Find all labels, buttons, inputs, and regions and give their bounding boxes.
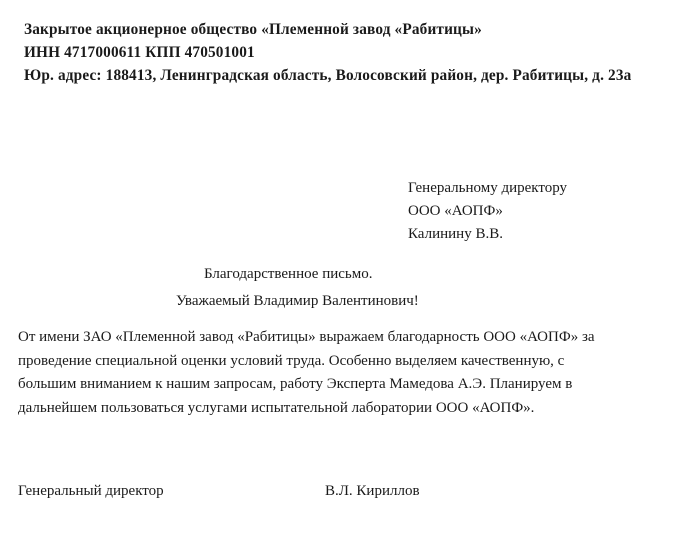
letterhead-legal-address: Юр. адрес: 188413, Ленинградская область, Волосовский район, дер. Рабитицы, д. 23а [24, 67, 632, 84]
addressee-block [408, 177, 567, 246]
addressee-organization: ООО «АОПФ» [408, 203, 503, 219]
letter-title: Благодарственное письмо. [204, 266, 373, 282]
body-line-4: дальнейшем пользоваться услугами испытательной лаборатории ООО «АОПФ». [18, 399, 535, 416]
addressee-position: Генеральному директору [408, 180, 568, 196]
signature-name: В.Л. Кириллов [325, 483, 420, 499]
letterhead [18, 18, 663, 87]
body-line-3: большим вниманием к нашим запросам, работу Эксперта Мамедова А.Э. Планируем в [18, 376, 573, 392]
signature-role: Генеральный директор [18, 483, 164, 499]
body-line-2: проведение специальной оценки условий труда. Особенно выделяем качественную, с [18, 352, 565, 369]
body-line-1: От имени ЗАО «Племенной завод «Рабитицы» выражаем благодарность ООО «АОПФ» за [18, 329, 595, 345]
letterhead-tax-ids: ИНН 4717000611 КПП 470501001 [24, 44, 255, 61]
salutation: Уважаемый Владимир Валентинович! [176, 293, 419, 309]
addressee-name: Калинину В.В. [408, 226, 503, 242]
letter-body [18, 326, 666, 420]
letterhead-company-name: Закрытое акционерное общество «Племенной завод «Рабитицы» [24, 21, 482, 38]
